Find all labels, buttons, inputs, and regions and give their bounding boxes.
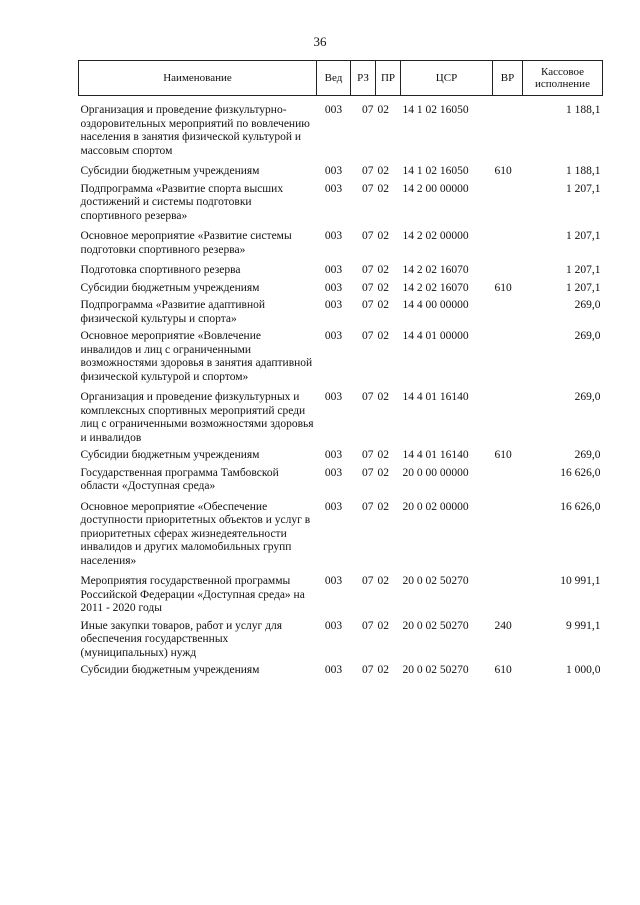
row-vr: 610 [494, 281, 512, 294]
row-rz: 07 [362, 500, 374, 513]
row-name: Основное мероприятие «Вовлечение инвалидов и лиц с ограниченными возможностями здоровья в занятия адаптивной физической культурой и спортом» [80, 330, 313, 383]
row-ved: 003 [324, 281, 343, 294]
row-csr: 14 2 02 16070 [402, 281, 469, 294]
row-ved: 003 [324, 575, 343, 587]
table-row [79, 181, 603, 226]
row-vr: 240 [494, 619, 512, 632]
row-pr: 02 [377, 230, 389, 242]
row-rz: 07 [362, 466, 374, 479]
row-rz: 07 [362, 330, 374, 342]
row-name: Субсидии бюджетным учреждениям [80, 165, 260, 177]
row-vr [493, 181, 523, 226]
row-name: Подготовка спортивного резерва [80, 264, 241, 276]
row-csr: 14 4 01 16140 [402, 391, 469, 403]
row-csr: 20 0 02 00000 [402, 500, 469, 513]
row-sum: 269,0 [574, 391, 601, 403]
row-pr: 02 [377, 330, 389, 342]
row-name: Субсидии бюджетным учреждениям [80, 449, 260, 461]
row-vr [493, 297, 523, 328]
table-row [79, 618, 603, 663]
row-ved: 003 [324, 299, 343, 311]
table-row [79, 447, 603, 465]
row-ved: 003 [324, 391, 343, 403]
row-pr: 02 [377, 182, 389, 195]
row-vr: 610 [494, 165, 512, 177]
table-row [79, 386, 603, 447]
row-sum: 16 626,0 [560, 500, 601, 513]
row-pr: 02 [377, 664, 389, 676]
row-name: Субсидии бюджетным учреждениям [80, 281, 260, 294]
table-row [79, 570, 603, 618]
row-sum: 269,0 [574, 299, 601, 311]
row-ved: 003 [324, 500, 343, 513]
row-vr [493, 496, 523, 571]
row-pr: 02 [377, 575, 389, 587]
header-vr: ВР [493, 61, 523, 96]
row-vr [493, 225, 523, 259]
table-row [79, 280, 603, 298]
row-pr: 02 [377, 299, 389, 311]
row-rz: 07 [362, 619, 374, 632]
row-pr: 02 [377, 466, 389, 479]
row-csr: 14 2 02 16070 [402, 264, 469, 276]
table-body [79, 96, 603, 680]
header-sum: Кассовое исполнение [523, 61, 603, 96]
table-row [79, 496, 603, 571]
table-row [79, 328, 603, 386]
row-name: Субсидии бюджетным учреждениям [80, 664, 260, 676]
row-ved: 003 [324, 165, 343, 177]
row-name: Иные закупки товаров, работ и услуг для обеспечения государственных (муниципальных) нужд [80, 619, 282, 659]
row-csr: 14 1 02 16050 [402, 165, 469, 177]
row-ved: 003 [324, 619, 343, 632]
row-csr: 20 0 02 50270 [402, 575, 469, 587]
row-vr [493, 570, 523, 618]
row-sum: 1 207,1 [566, 230, 601, 242]
row-name: Основное мероприятие «Обеспечение доступности приоритетных объектов и услуг в приоритетных сферах жизнедеятельности инвалидов и других маломобильных групп населения» [80, 500, 311, 567]
row-sum: 10 991,1 [560, 575, 601, 587]
row-ved: 003 [324, 466, 343, 479]
row-rz: 07 [362, 391, 374, 403]
row-vr [493, 386, 523, 447]
row-ved: 003 [324, 104, 343, 116]
row-rz: 07 [362, 230, 374, 242]
row-csr: 14 2 02 00000 [402, 230, 469, 242]
header-csr: ЦСР [401, 61, 493, 96]
row-ved: 003 [324, 182, 343, 195]
row-pr: 02 [377, 264, 389, 276]
row-rz: 07 [362, 575, 374, 587]
row-csr: 14 4 01 00000 [402, 330, 469, 342]
table-row [79, 662, 603, 680]
row-ved: 003 [324, 449, 343, 461]
budget-table [78, 60, 603, 680]
row-name: Организация и проведение физкультурно-оздоровительных мероприятий по вовлечению населения в занятия физической культурой и массовым спортом [80, 104, 310, 157]
row-vr [493, 465, 523, 496]
row-sum: 16 626,0 [560, 466, 601, 479]
table-row [79, 160, 603, 181]
row-rz: 07 [362, 299, 374, 311]
row-name: Организация и проведение физкультурных и комплексных спортивных мероприятий среди лиц с ограниченными возможностями здоровья и инвалидов [80, 391, 314, 444]
row-sum: 1 207,1 [566, 264, 601, 276]
table-row [79, 225, 603, 259]
row-ved: 003 [324, 330, 343, 342]
row-pr: 02 [377, 449, 389, 461]
row-sum: 269,0 [574, 449, 601, 461]
row-name: Подпрограмма «Развитие адаптивной физической культуры и спорта» [80, 299, 266, 325]
table-row [79, 465, 603, 496]
row-name: Основное мероприятие «Развитие системы подготовки спортивного резерва» [80, 230, 292, 256]
row-vr: 610 [494, 664, 512, 676]
row-sum: 1 207,1 [566, 281, 601, 294]
row-csr: 20 0 00 00000 [402, 466, 469, 479]
row-sum: 1 188,1 [566, 104, 601, 116]
table-row [79, 297, 603, 328]
row-rz: 07 [362, 182, 374, 195]
row-sum: 269,0 [574, 330, 601, 342]
row-pr: 02 [377, 500, 389, 513]
row-csr: 20 0 02 50270 [402, 664, 469, 676]
row-name: Подпрограмма «Развитие спорта высших достижений и системы подготовки спортивного резерва» [80, 182, 284, 222]
header-ved: Вед [317, 61, 351, 96]
row-vr [493, 96, 523, 161]
row-csr: 14 2 00 00000 [402, 182, 469, 195]
row-csr: 20 0 02 50270 [402, 619, 469, 632]
row-rz: 07 [362, 449, 374, 461]
row-rz: 07 [362, 264, 374, 276]
row-pr: 02 [377, 165, 389, 177]
row-sum: 1 000,0 [566, 664, 601, 676]
table-row [79, 96, 603, 161]
table-row [79, 259, 603, 280]
header-name: Наименование [79, 61, 317, 96]
row-rz: 07 [362, 664, 374, 676]
row-csr: 14 4 01 16140 [402, 449, 469, 461]
row-csr: 14 4 00 00000 [402, 299, 469, 311]
table-header-row [79, 61, 603, 96]
row-sum: 1 188,1 [566, 165, 601, 177]
row-pr: 02 [377, 104, 389, 116]
row-vr [493, 259, 523, 280]
row-rz: 07 [362, 104, 374, 116]
row-vr [493, 328, 523, 386]
row-pr: 02 [377, 391, 389, 403]
row-sum: 9 991,1 [566, 619, 601, 632]
row-name: Мероприятия государственной программы Российской Федерации «Доступная среда» на 2011 - 2020 годы [80, 575, 305, 614]
row-vr: 610 [494, 449, 512, 461]
row-pr: 02 [377, 619, 389, 632]
row-pr: 02 [377, 281, 389, 294]
row-rz: 07 [362, 165, 374, 177]
row-name: Государственная программа Тамбовской области «Доступная среда» [80, 466, 279, 492]
page-number: 36 [313, 34, 327, 49]
header-rz: РЗ [351, 61, 376, 96]
row-ved: 003 [324, 264, 343, 276]
row-csr: 14 1 02 16050 [402, 104, 469, 116]
row-ved: 003 [324, 230, 343, 242]
row-sum: 1 207,1 [566, 182, 601, 195]
row-ved: 003 [324, 664, 343, 676]
row-rz: 07 [362, 281, 374, 294]
header-pr: ПР [376, 61, 401, 96]
